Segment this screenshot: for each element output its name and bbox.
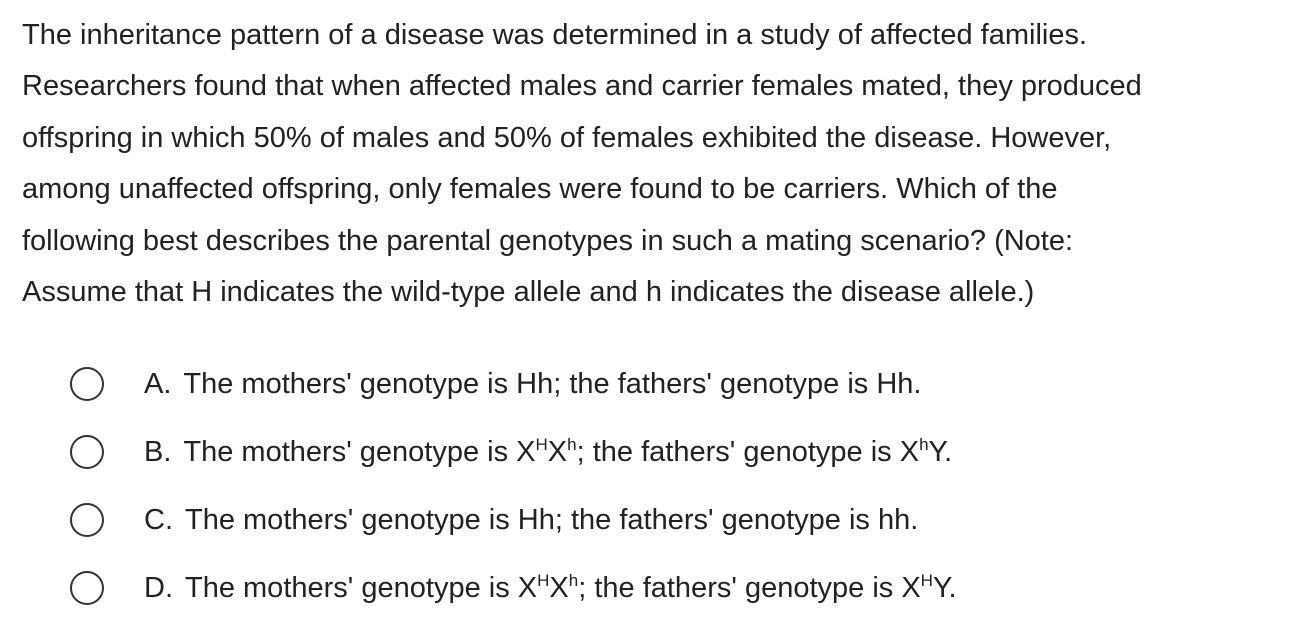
- option-d-radio[interactable]: [70, 571, 104, 605]
- option-b-text: The mothers' genotype is X: [183, 435, 536, 468]
- option-b-letter: B.: [144, 435, 172, 468]
- allele-superscript: h: [568, 570, 579, 590]
- option-b-text: Y.: [928, 435, 953, 468]
- option-d-label: [144, 572, 957, 605]
- option-b-label: [144, 436, 952, 469]
- option-c-label: [144, 504, 918, 537]
- option-c-radio[interactable]: [70, 503, 104, 537]
- option-d-text: Y.: [932, 571, 957, 604]
- option-c[interactable]: [70, 486, 1170, 554]
- option-d-text: The mothers' genotype is X: [185, 571, 538, 604]
- option-b-text: X: [547, 435, 568, 468]
- option-b[interactable]: [70, 418, 1170, 486]
- allele-superscript: h: [567, 434, 577, 454]
- option-b-radio[interactable]: [70, 435, 104, 469]
- answer-options: [70, 350, 1170, 622]
- option-a[interactable]: [70, 350, 1170, 418]
- option-d-text: X: [549, 571, 569, 604]
- option-a-letter: A.: [144, 367, 172, 400]
- option-a-text: The mothers' genotype is Hh; the fathers' genotype is Hh.: [183, 367, 922, 400]
- allele-superscript: H: [920, 570, 933, 590]
- question-text: [22, 10, 1282, 318]
- option-c-text: The mothers' genotype is Hh; the fathers' genotype is hh.: [185, 503, 919, 536]
- question-line: among unaffected offspring, only females were found to be carriers. Which of the: [22, 173, 1058, 206]
- question-line: following best describes the parental genotypes in such a mating scenario? (Note:: [22, 224, 1074, 257]
- question-line: Assume that H indicates the wild-type allele and h indicates the disease allele.): [22, 276, 1035, 309]
- option-d[interactable]: [70, 554, 1170, 622]
- option-d-text: ; the fathers' genotype is X: [578, 571, 921, 604]
- allele-superscript: H: [535, 434, 548, 454]
- question-line: offspring in which 50% of males and 50% of females exhibited the disease. However,: [22, 121, 1112, 154]
- question-line: Researchers found that when affected males and carrier females mated, they produced: [22, 70, 1142, 103]
- allele-superscript: H: [537, 570, 550, 590]
- option-a-label: [144, 368, 922, 401]
- option-d-letter: D.: [144, 571, 173, 604]
- allele-superscript: h: [919, 434, 929, 454]
- option-a-radio[interactable]: [70, 367, 104, 401]
- question-line: The inheritance pattern of a disease was determined in a study of affected families.: [22, 19, 1088, 51]
- option-c-letter: C.: [144, 503, 173, 536]
- option-b-text: ; the fathers' genotype is X: [576, 435, 920, 468]
